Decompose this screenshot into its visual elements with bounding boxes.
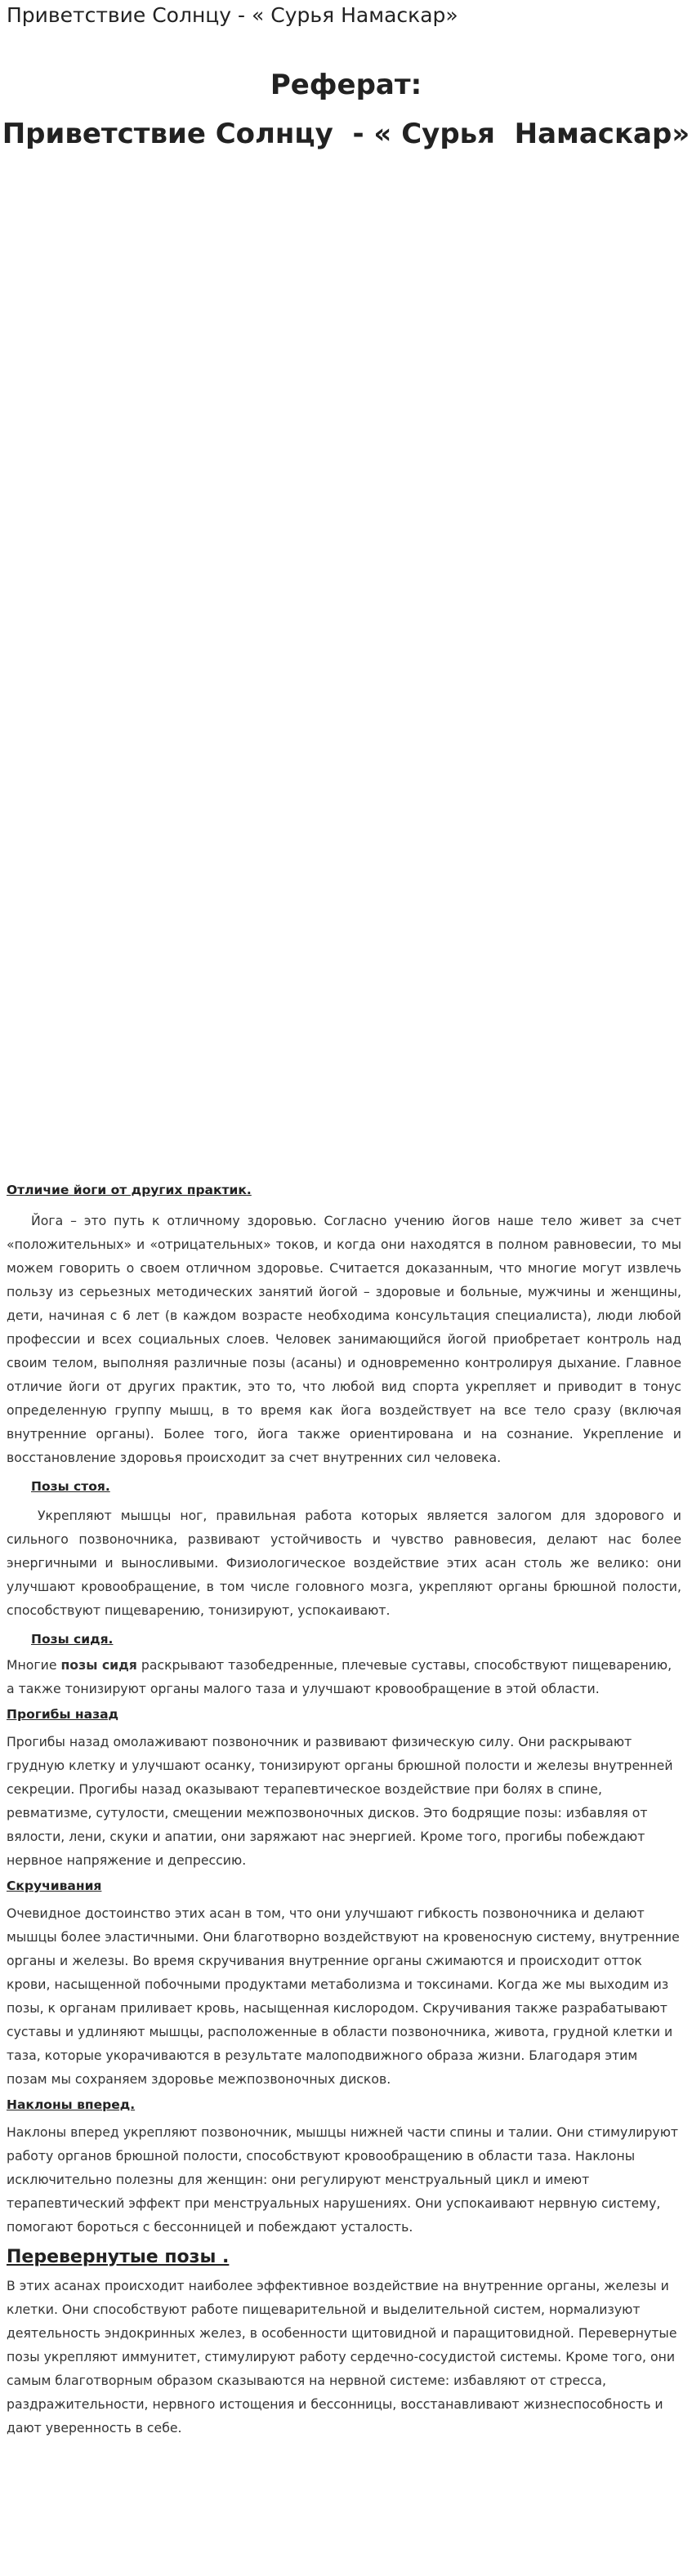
section-inversions: [7, 2247, 681, 2440]
section-forward-bends: [7, 2097, 681, 2239]
document-title: Приветствие Солнцу - « Сурья Намаскар»: [7, 3, 458, 27]
heading-line-1: Реферат:: [270, 69, 422, 101]
section-text: Укрепляют мышцы ног, правильная работа которых является залогом для здорового и сильного позвоночника, развивают устойчивость и чувство равновесия, делают нас более энергичными и выносливыми. Физиологическое воздействие этих асан столь же велико: они улучшают кровообращение, в том числе головного мозга, укрепляют органы брюшной полости, способствуют пищеварению, тонизируют, успокаивают.: [7, 1508, 681, 1618]
section-backbends: [7, 1707, 681, 1872]
body-text: раскрывают тазобедренные, плечевые суставы, способствуют пищеварению, а также тонизируют органы малого таза и улучшают кровообращение в этой области.: [7, 1657, 672, 1696]
section-title: Наклоны вперед.: [7, 2097, 136, 2112]
section-differences: [7, 1183, 681, 1469]
section-title: Позы стоя.: [31, 1479, 110, 1494]
bold-term: позы сидя: [60, 1657, 137, 1673]
section-text: Прогибы назад омолаживают позвоночник и развивают физическую силу. Они раскрывают грудную клетку и улучшают осанку, тонизируют органы брюшной полости и железы внутренней секреции. Прогибы назад оказывают терапевтическое воздействие при болях в спине, ревматизме, сутулости, смещении межпозвоночных дисков. Это бодрящие позы: избавляя от вялости, лени, скуки и апатии, они заряжают нас энергией. Кроме того, прогибы побеждают нервное напряжение и депрессию.: [7, 1734, 673, 1868]
document-body: [7, 1183, 681, 2440]
main-heading: [0, 60, 692, 158]
section-standing-poses: [7, 1479, 681, 1622]
lead-text: Многие: [7, 1657, 61, 1673]
section-text: В этих асанах происходит наиболее эффективное воздействие на внутренние органы, железы и клетки. Они способствуют работе пищеварительной и выделительной систем, нормализуют деятельность эндокринных желез, в особенности щитовидной и паращитовидной. Перевернутые позы укрепляют иммунитет, стимулируют работу сердечно-сосудистой системы. Кроме того, они самым благотворным образом сказываются на нервной системе: избавляют от стресса, раздражительности, нервного истощения и бессонницы, восстанавливают жизнеспособность и дают уверенность в себе.: [7, 2278, 677, 2436]
heading-line-2: Приветствие Солнцу - « Сурья Намаскар»: [2, 118, 690, 150]
section-sitting-poses: [7, 1632, 681, 1700]
section-title: Отличие йоги от других практик.: [7, 1183, 252, 1197]
section-text: Йога – это путь к отличному здоровью. Согласно учению йогов наше тело живет за счет «положительных» и «отрицательных» токов, и когда они находятся в полном равновесии, то мы можем говорить о своем отличном здоровье. Считается доказанным, что многие могут извлечь пользу из серьезных методических занятий йогой – здоровые и больные, мужчины и женщины, дети, начиная с 6 лет (в каждом возрасте необходима консультация специалиста), люди любой профессии и всех социальных слоев. Человек занимающийся йогой приобретает контроль над своим телом, выполняя различные позы (асаны) и одновременно контролируя дыхание. Главное отличие йоги от других практик, это то, что любой вид спорта укрепляет и приводит в тонус определенную группу мышц, в то время как йога воздействует на все тело сразу (включая внутренние органы). Более того, йога также ориентирована и на сознание. Укрепление и восстановление здоровья происходит за счет внутренних сил человека.: [7, 1213, 681, 1465]
section-text: Очевидное достоинство этих асан в том, что они улучшают гибкость позвоночника и делают мышцы более эластичными. Они благотворно воздействуют на кровеносную систему, внутренние органы и железы. Во время скручивания внутренние органы сжимаются и происходит отток крови, насыщенной побочными продуктами метаболизма и токсинами. Когда же мы выходим из позы, к органам приливает кровь, насыщенная кислородом. Скручивания также разрабатывают суставы и удлиняют мышцы, расположенные в области позвоночника, живота, грудной клетки и таза, которые укорачиваются в результате малоподвижного образа жизни. Благодаря этим позам мы сохраняем здоровье межпозвоночных дисков.: [7, 1905, 680, 2087]
section-title: Прогибы назад: [7, 1707, 119, 1722]
section-twists: [7, 1879, 681, 2091]
section-title: Позы сидя.: [31, 1632, 114, 1647]
section-title: Скручивания: [7, 1879, 102, 1893]
section-title: Перевернутые позы .: [7, 2247, 230, 2267]
section-text: [7, 1653, 681, 1700]
section-text: Наклоны вперед укрепляют позвоночник, мышцы нижней части спины и талии. Они стимулируют работу органов брюшной полости, способствуют кровообращению в области таза. Наклоны исключительно полезны для женщин: они регулируют менструальный цикл и имеют терапевтический эффект при менструальных нарушениях. Они успокаивают нервную систему, помогают бороться с бессонницей и побеждают усталость.: [7, 2124, 679, 2235]
